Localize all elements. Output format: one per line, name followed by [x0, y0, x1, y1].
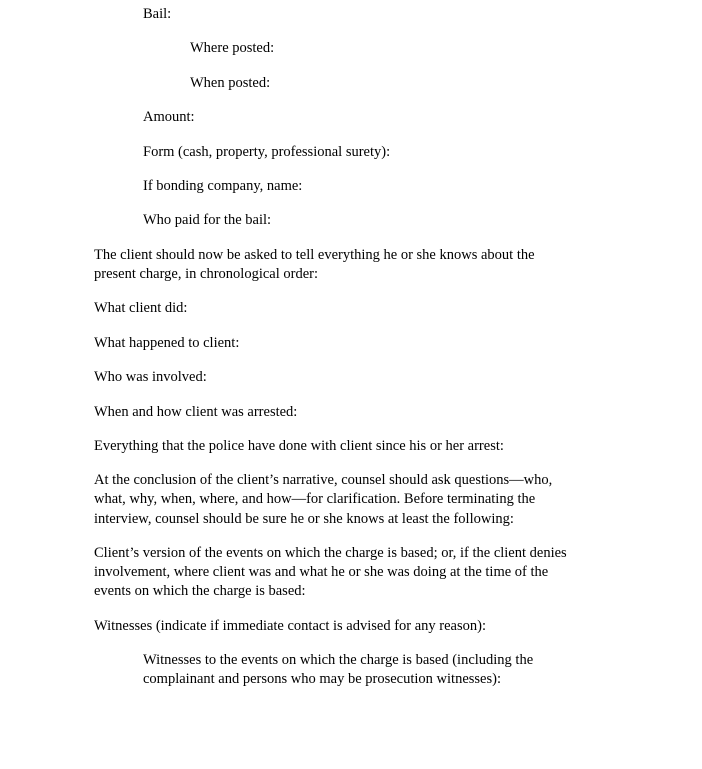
text-line: When posted:: [190, 74, 271, 91]
text-line: At the conclusion of the client’s narrative, counsel should ask questions—who,: [94, 472, 553, 489]
text-line: Witnesses (indicate if immediate contact is advised for any reason):: [94, 617, 486, 634]
text-block: [94, 544, 702, 602]
text-line: events on which the charge is based:: [94, 583, 306, 600]
text-line: complainant and persons who may be prosecution witnesses):: [143, 671, 501, 688]
text-block: [190, 74, 702, 93]
text-line: Amount:: [143, 109, 195, 126]
text-line: interview, counsel should be sure he or she knows at least the following:: [94, 510, 514, 527]
text-block: [143, 5, 702, 24]
text-line: What happened to client:: [94, 334, 240, 351]
text-line: Form (cash, property, professional surety):: [143, 143, 391, 160]
text-line: The client should now be asked to tell everything he or she knows about the: [94, 246, 535, 263]
text-block: [94, 403, 702, 422]
text-block: [143, 177, 702, 196]
text-block: [190, 39, 702, 58]
text-line: Witnesses to the events on which the charge is based (including the: [143, 652, 534, 669]
text-line: present charge, in chronological order:: [94, 265, 318, 282]
text-line: Who was involved:: [94, 369, 207, 386]
text-block: [94, 299, 702, 318]
text-block: [143, 143, 702, 162]
text-block: [94, 334, 702, 353]
text-line: involvement, where client was and what he or she was doing at the time of the: [94, 564, 549, 581]
text-line: Bail:: [143, 6, 172, 22]
text-block: [94, 617, 702, 636]
text-line: Where posted:: [190, 40, 275, 57]
text-block: [143, 108, 702, 127]
text-block: [94, 368, 702, 387]
text-line: Client’s version of the events on which the charge is based; or, if the client denies: [94, 545, 567, 562]
text-line: What client did:: [94, 300, 188, 317]
document-body: [0, 5, 702, 690]
text-line: If bonding company, name:: [143, 177, 303, 194]
text-line: Who paid for the bail:: [143, 212, 272, 229]
text-block: [94, 471, 702, 529]
text-line: When and how client was arrested:: [94, 403, 298, 420]
text-line: Everything that the police have done with client since his or her arrest:: [94, 437, 504, 454]
text-line: what, why, when, where, and how—for clarification. Before terminating the: [94, 491, 536, 508]
text-block: [143, 211, 702, 230]
text-block: [143, 651, 702, 689]
text-block: [94, 437, 702, 456]
text-block: [94, 246, 702, 284]
